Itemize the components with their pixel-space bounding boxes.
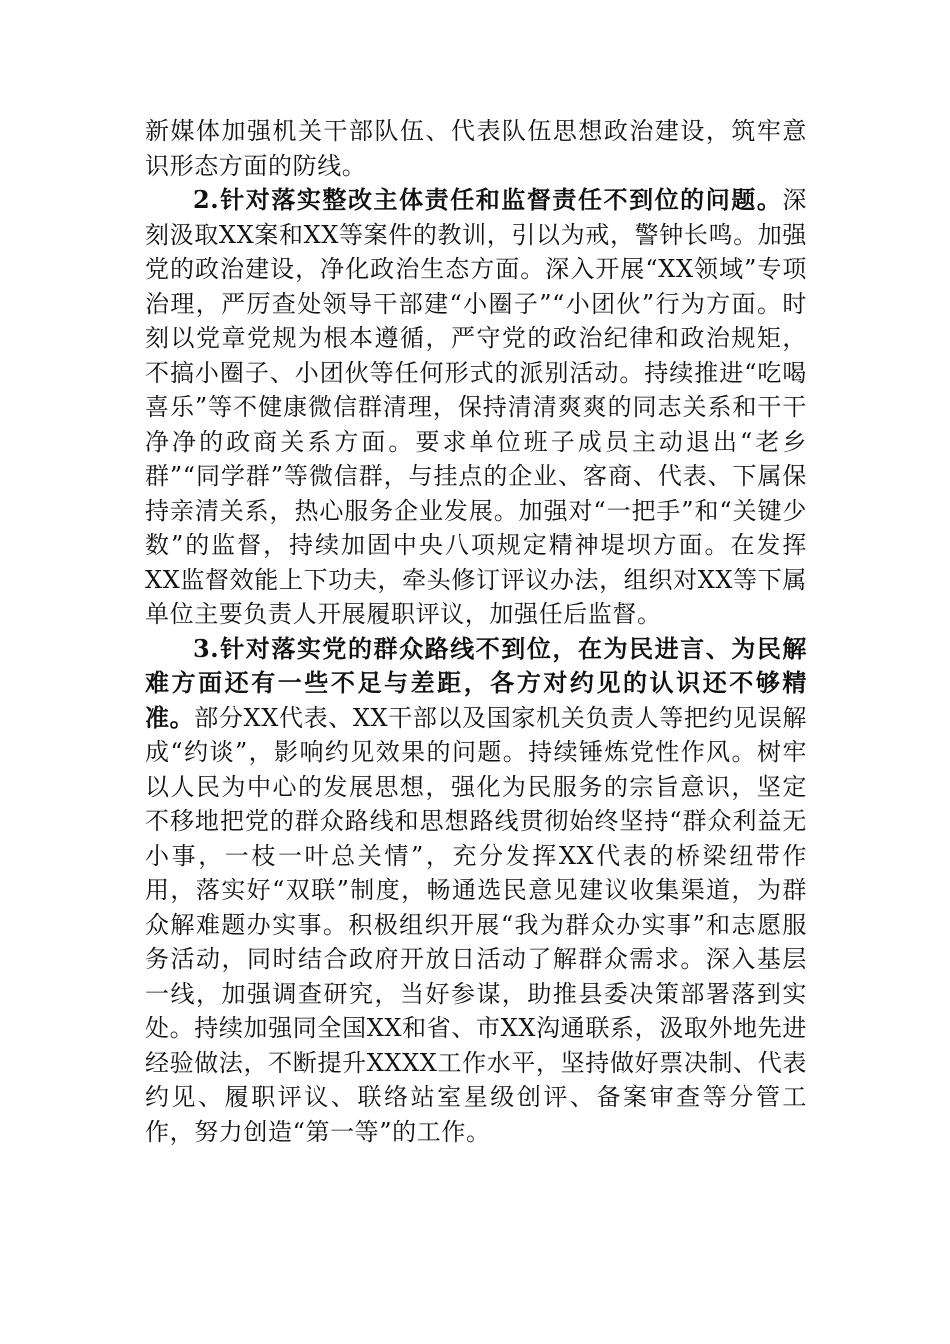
paragraph-item-2 [145, 183, 807, 632]
paragraph-heading: 2.针对落实整改主体责任和监督责任不到位的问题。 [193, 185, 783, 214]
paragraph-heading: 3.针对落实党的群众路线不到位，在为民进言、为民解难方面还有一些不足与差距，各方对约见的认识还不够精准。 [145, 633, 807, 732]
paragraph-continuation [145, 114, 807, 183]
paragraph-text: 新媒体加强机关干部队伍、代表队伍思想政治建设，筑牢意识形态方面的防线。 [145, 117, 807, 180]
paragraph-item-3 [145, 632, 807, 1150]
paragraph-text: 部分XX代表、XX干部以及国家机关负责人等把约见误解成“约谈”，影响约见效果的问题。持续锤炼党性作风。树牢以人民为中心的发展思想，强化为民服务的宗旨意识，坚定不移地把党的群众路线和思想路线贯彻始终坚持“群众利益无小事，一枝一叶总关情”，充分发挥XX代表的桥梁纽带作用，落实好“双联”制度，畅通选民意见建议收集渠道，为群众解难题办实事。积极组织开展“我为群众办实事”和志愿服务活动，同时结合政府开放日活动了解群众需求。深入基层一线，加强调查研究，当好参谋，助推县委决策部署落到实处。持续加强同全国XX和省、市XX沟通联系，汲取外地先进经验做法，不断提升XXXX工作水平，坚持做好票决制、代表约见、履职评议、联络站室星级创评、备案审查等分管工作，努力创造“第一等”的工作。 [145, 703, 807, 1146]
document-page [145, 114, 807, 1149]
paragraph-text: 深刻汲取XX案和XX等案件的教训，引以为戒，警钟长鸣。加强党的政治建设，净化政治生态方面。深入开展“XX领域”专项治理，严厉查处领导干部建“小圈子”“小团伙”行为方面。时刻以党章党规为根本遵循，严守党的政治纪律和政治规矩，不搞小圈子、小团伙等任何形式的派别活动。持续推进“吃喝喜乐”等不健康微信群清理，保持清清爽爽的同志关系和干干净净的政商关系方面。要求单位班子成员主动退出“老乡群”“同学群”等微信群，与挂点的企业、客商、代表、下属保持亲清关系，热心服务企业发展。加强对“一把手”和“关键少数”的监督，持续加固中央八项规定精神堤坝方面。在发挥XX监督效能上下功夫，牵头修订评议办法，组织对XX等下属单位主要负责人开展履职评议，加强任后监督。 [145, 186, 807, 628]
